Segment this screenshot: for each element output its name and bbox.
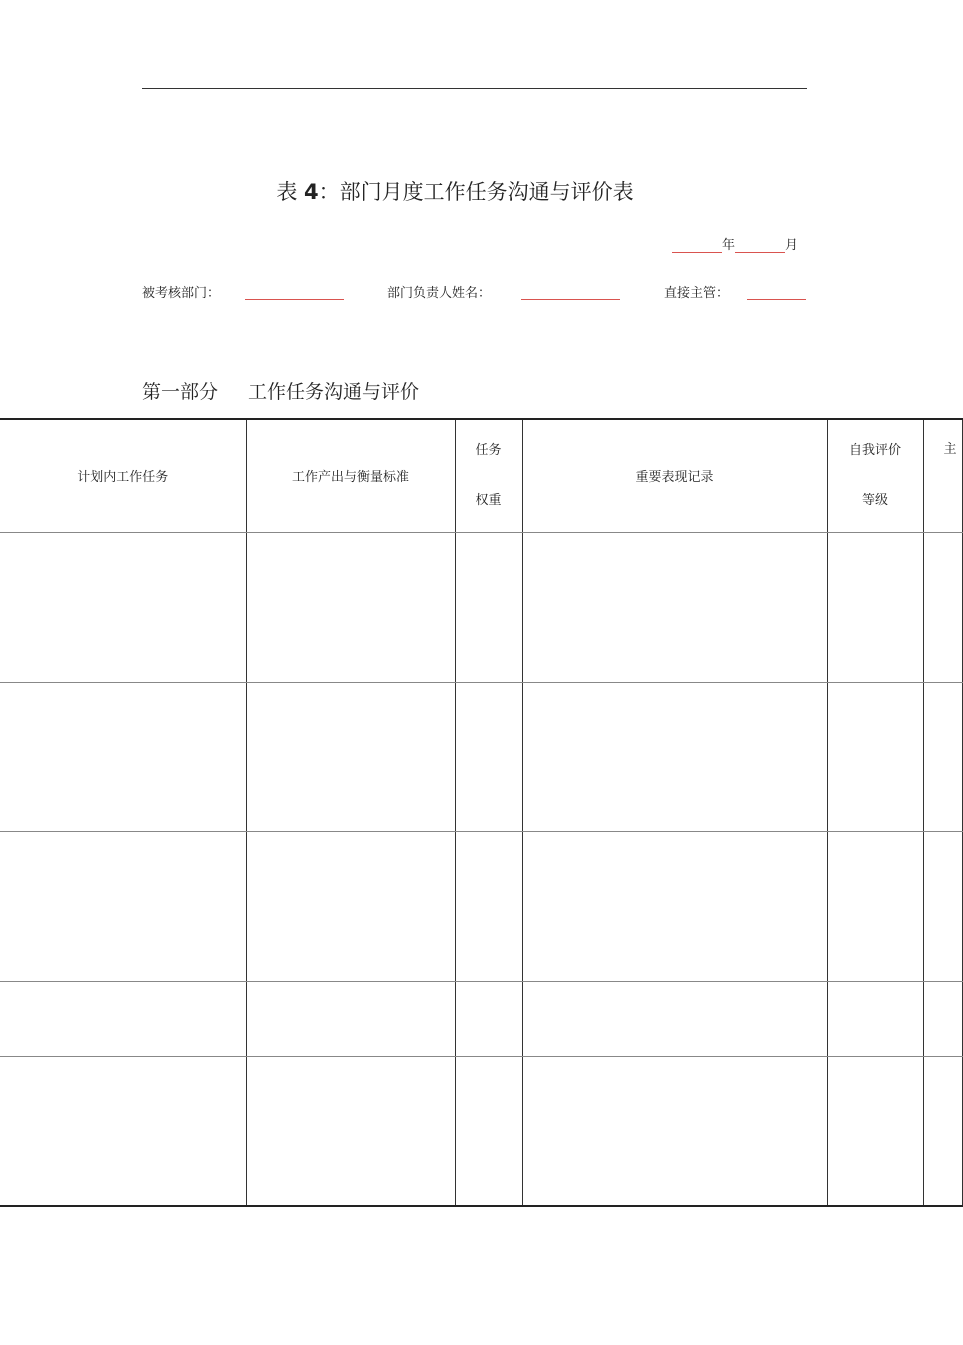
table-row: [0, 1056, 962, 1206]
cell-performance-record[interactable]: [522, 1056, 827, 1206]
cell-output-standard[interactable]: [246, 831, 455, 981]
cell-self-evaluation[interactable]: [827, 532, 923, 682]
header-row: [0, 419, 962, 532]
section-name: 工作任务沟通与评价: [248, 381, 420, 403]
cell-output-standard[interactable]: [246, 981, 455, 1056]
month-blank[interactable]: [735, 237, 785, 253]
cell-supervisor[interactable]: [923, 831, 962, 981]
cell-self-evaluation[interactable]: [827, 831, 923, 981]
table-row: [0, 981, 962, 1056]
cell-self-evaluation[interactable]: [827, 981, 923, 1056]
cell-task-weight[interactable]: [455, 682, 522, 831]
date-line: [672, 234, 798, 253]
head-label: 部门负责人姓名：: [387, 286, 492, 301]
header-planned-task: 计划内工作任务: [0, 419, 246, 532]
head-blank[interactable]: [521, 284, 620, 300]
dept-blank[interactable]: [245, 284, 344, 300]
cell-supervisor[interactable]: [923, 532, 962, 682]
cell-task-weight[interactable]: [455, 831, 522, 981]
header-performance-record: 重要表现记录: [522, 419, 827, 532]
cell-self-evaluation[interactable]: [827, 1056, 923, 1206]
cell-planned-task[interactable]: [0, 682, 246, 831]
cell-supervisor[interactable]: [923, 981, 962, 1056]
year-label: 年: [722, 238, 736, 253]
cell-output-standard[interactable]: [246, 682, 455, 831]
table-row: [0, 532, 962, 682]
section-heading: [142, 377, 419, 404]
table-row: [0, 831, 962, 981]
cell-performance-record[interactable]: [522, 532, 827, 682]
evaluation-table: [0, 418, 963, 1207]
cell-performance-record[interactable]: [522, 682, 827, 831]
cell-output-standard[interactable]: [246, 532, 455, 682]
page-title: [0, 176, 910, 206]
section-part: 第一部分: [142, 381, 219, 403]
header-rule: [142, 88, 807, 89]
cell-performance-record[interactable]: [522, 981, 827, 1056]
title-text: ：部门月度工作任务沟通与评价表: [318, 180, 634, 204]
cell-task-weight[interactable]: [455, 532, 522, 682]
cell-planned-task[interactable]: [0, 1056, 246, 1206]
supervisor-blank[interactable]: [747, 284, 806, 300]
cell-performance-record[interactable]: [522, 831, 827, 981]
month-label: 月: [785, 238, 799, 253]
cell-planned-task[interactable]: [0, 981, 246, 1056]
title-number: 4: [304, 180, 319, 204]
cell-supervisor[interactable]: [923, 682, 962, 831]
header-self-evaluation: 自我评价 等级: [827, 419, 923, 532]
year-blank[interactable]: [672, 237, 722, 253]
header-task-weight: 任务 权重: [455, 419, 522, 532]
cell-task-weight[interactable]: [455, 1056, 522, 1206]
header-supervisor-truncated: 主: [923, 419, 962, 532]
cell-output-standard[interactable]: [246, 1056, 455, 1206]
cell-self-evaluation[interactable]: [827, 682, 923, 831]
title-prefix: 表: [276, 180, 305, 204]
table-row: [0, 682, 962, 831]
header-output-standard: 工作产出与衡量标准: [246, 419, 455, 532]
cell-supervisor[interactable]: [923, 1056, 962, 1206]
info-row: [142, 282, 812, 304]
dept-label: 被考核部门：: [142, 286, 221, 301]
supervisor-label: 直接主管：: [664, 286, 730, 301]
cell-planned-task[interactable]: [0, 831, 246, 981]
cell-task-weight[interactable]: [455, 981, 522, 1056]
cell-planned-task[interactable]: [0, 532, 246, 682]
